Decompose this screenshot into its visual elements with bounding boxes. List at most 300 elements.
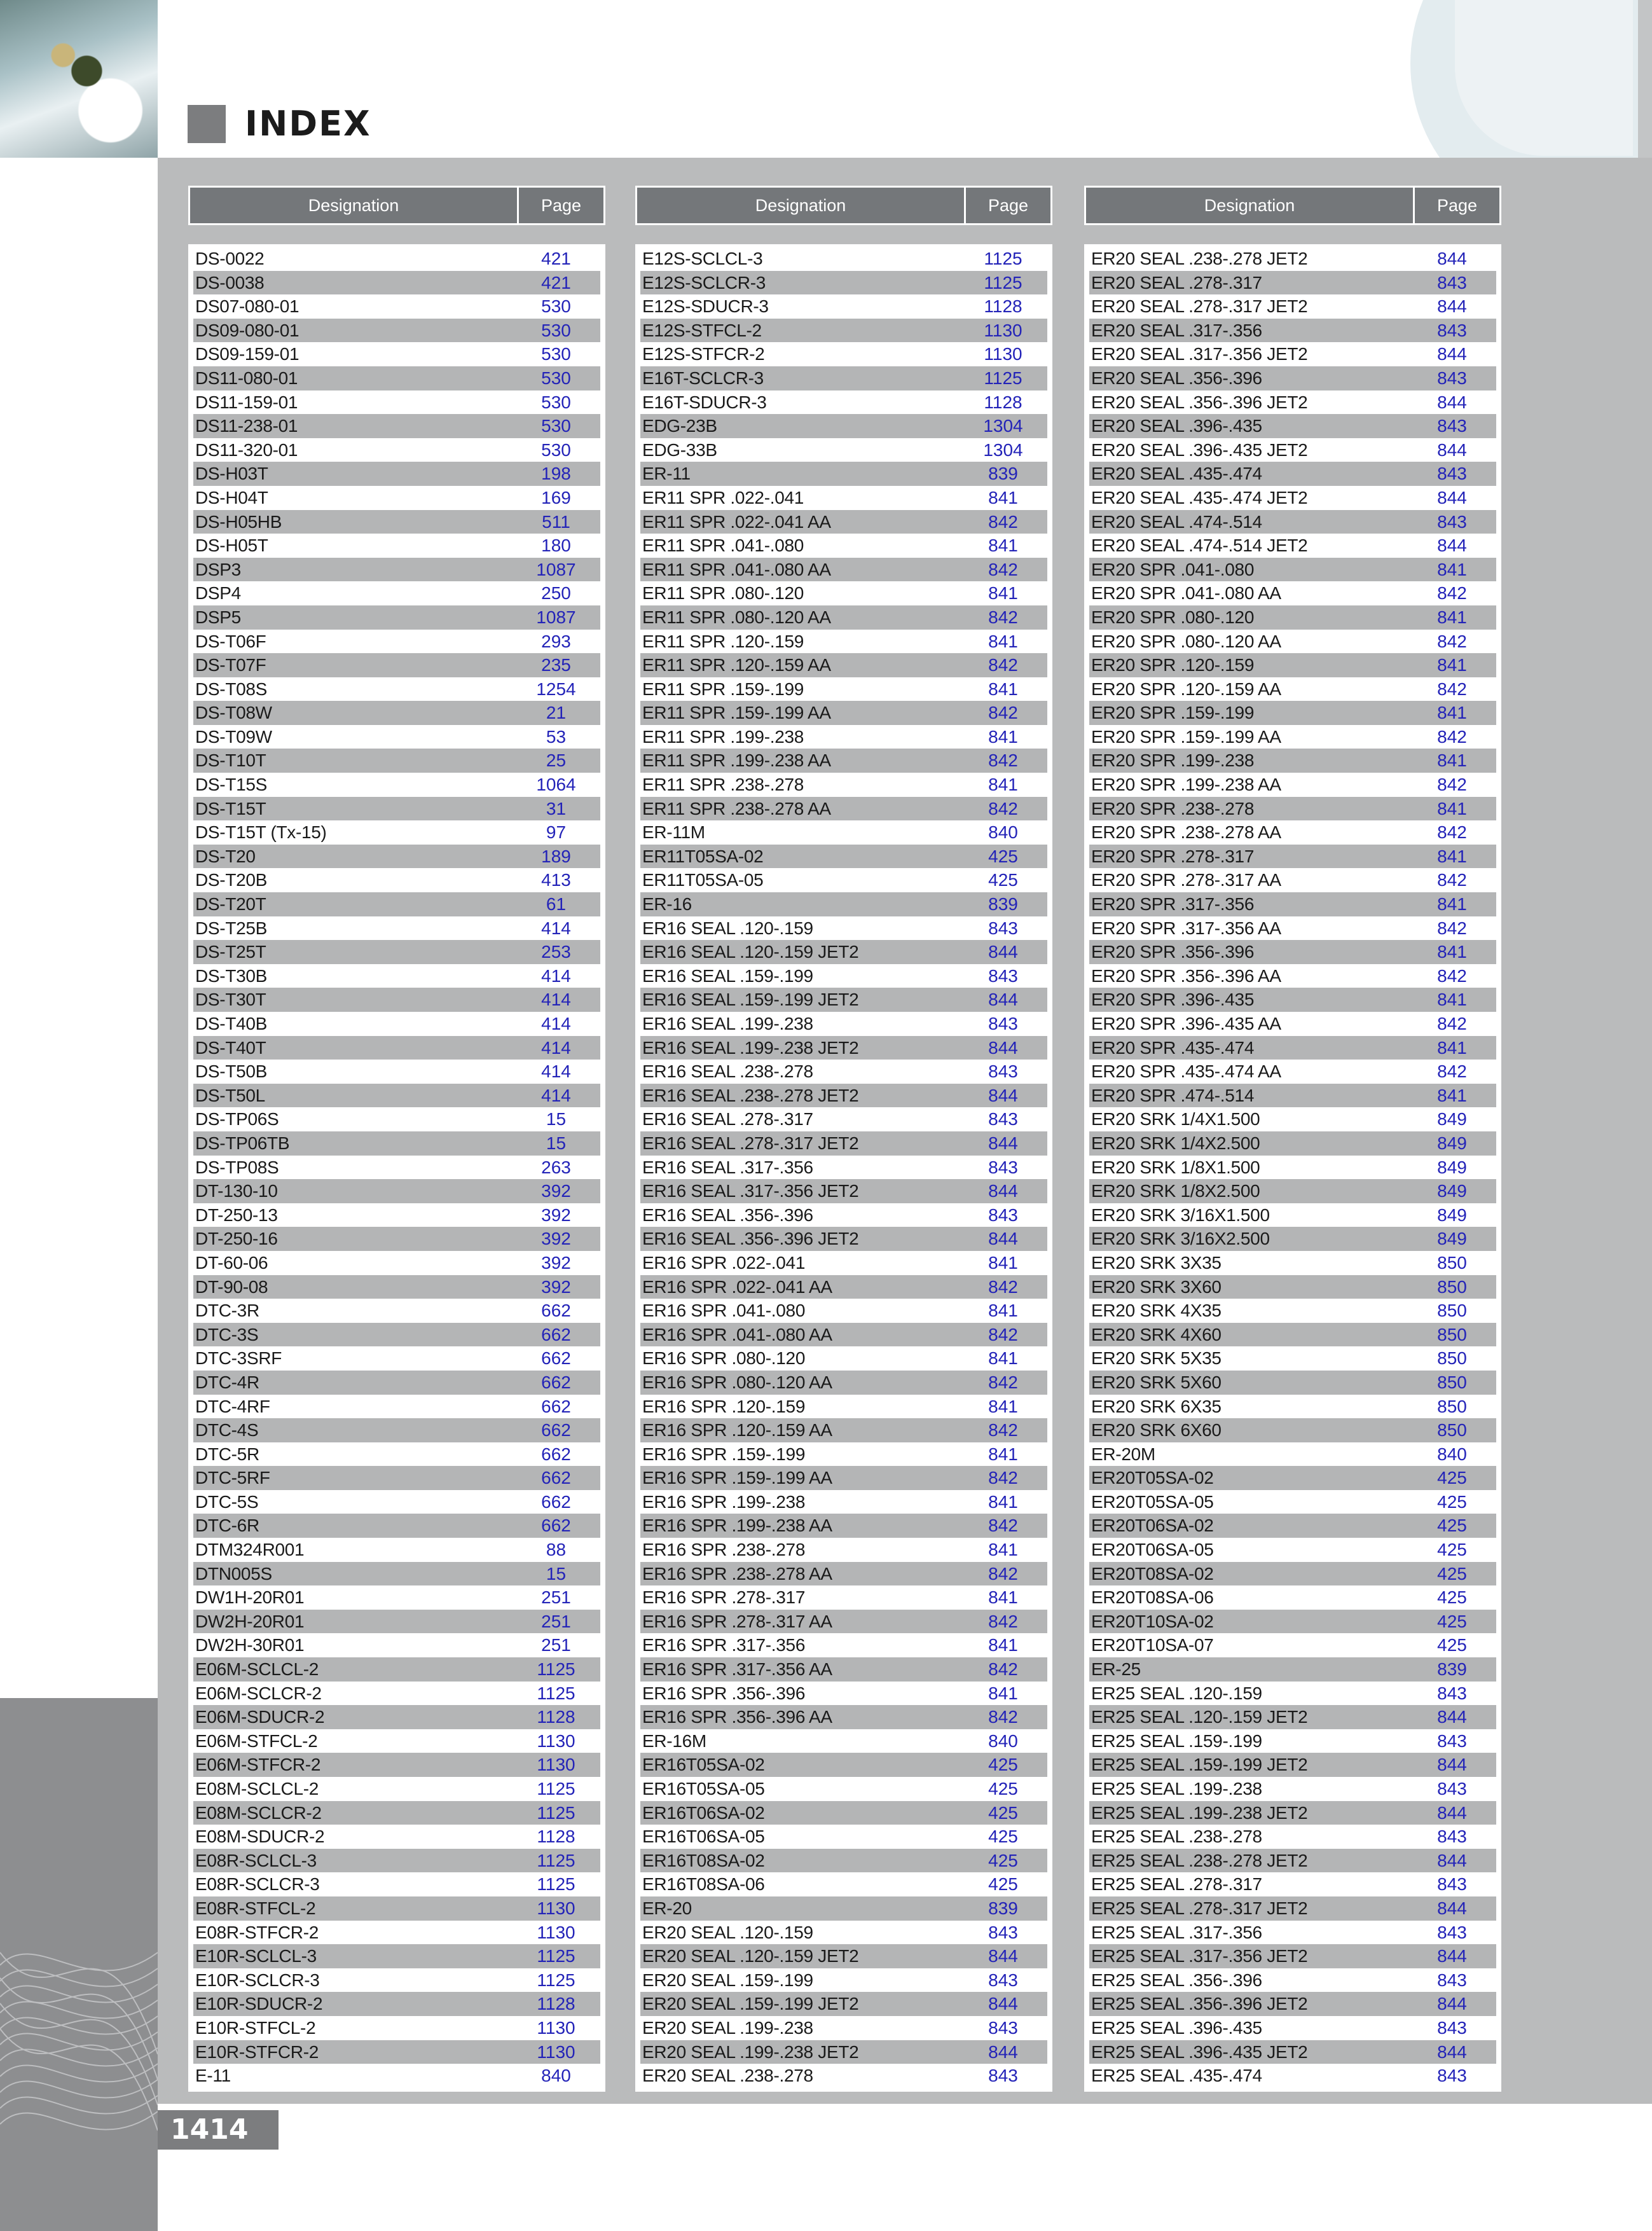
page-link[interactable]: 843 bbox=[988, 1109, 1018, 1129]
page-link[interactable]: 1125 bbox=[537, 1779, 575, 1799]
page-link[interactable]: 425 bbox=[1437, 1540, 1467, 1560]
page-link[interactable]: 839 bbox=[988, 1898, 1018, 1918]
page-link[interactable]: 843 bbox=[1437, 2017, 1467, 2038]
page-link[interactable]: 841 bbox=[988, 1683, 1018, 1703]
page-link[interactable]: 425 bbox=[1437, 1468, 1467, 1488]
page-link[interactable]: 842 bbox=[1437, 1014, 1467, 1033]
page-link[interactable]: 1125 bbox=[537, 1850, 575, 1870]
page-link[interactable]: 31 bbox=[546, 798, 567, 818]
designation-cell: ER20 SEAL .199-.238 bbox=[642, 2017, 813, 2038]
page-link[interactable]: 425 bbox=[1437, 1635, 1467, 1655]
index-row bbox=[1089, 1227, 1496, 1251]
page-link[interactable]: 843 bbox=[988, 1014, 1018, 1033]
page-link[interactable]: 88 bbox=[546, 1540, 567, 1560]
index-row bbox=[193, 1610, 600, 1634]
page-link[interactable]: 841 bbox=[1437, 559, 1467, 579]
designation-cell: ER20 SPR .474-.514 bbox=[1091, 1085, 1255, 1105]
designation-cell: ER20 SEAL .396-.435 JET2 bbox=[1091, 439, 1308, 460]
page-link[interactable]: 414 bbox=[541, 1085, 571, 1105]
page-link[interactable]: 843 bbox=[988, 1922, 1018, 1942]
page-link[interactable]: 1130 bbox=[537, 1755, 575, 1775]
page-link[interactable]: 189 bbox=[541, 846, 571, 866]
page-link[interactable]: 425 bbox=[1437, 1587, 1467, 1608]
page-link[interactable]: 61 bbox=[546, 894, 567, 915]
page-link[interactable]: 841 bbox=[988, 487, 1018, 508]
page-link[interactable]: 425 bbox=[988, 1874, 1018, 1895]
index-row bbox=[1089, 892, 1496, 916]
page-link[interactable]: 842 bbox=[988, 1516, 1018, 1536]
page-link[interactable]: 841 bbox=[988, 1252, 1018, 1273]
page-link[interactable]: 530 bbox=[541, 416, 571, 436]
page-link[interactable]: 842 bbox=[988, 750, 1018, 771]
page-link[interactable]: 414 bbox=[541, 1061, 571, 1082]
page-link[interactable]: 843 bbox=[1437, 1970, 1467, 1990]
page-link[interactable]: 15 bbox=[546, 1563, 567, 1584]
column-header bbox=[188, 186, 605, 225]
page-link[interactable]: 842 bbox=[988, 1276, 1018, 1297]
page-link[interactable]: 198 bbox=[541, 464, 571, 484]
index-row bbox=[1089, 558, 1496, 582]
page-link[interactable]: 421 bbox=[541, 249, 571, 268]
page-link[interactable]: 843 bbox=[1437, 272, 1467, 293]
designation-cell: DS-T15S bbox=[195, 775, 268, 795]
designation-cell: ER25 SEAL .317-.356 JET2 bbox=[1091, 1946, 1308, 1966]
page-link[interactable]: 843 bbox=[1437, 320, 1467, 340]
index-row bbox=[1089, 988, 1496, 1012]
index-row bbox=[1089, 247, 1496, 271]
page-link[interactable]: 843 bbox=[1437, 1683, 1467, 1703]
page-link[interactable]: 841 bbox=[988, 1348, 1018, 1369]
page-link[interactable]: 250 bbox=[541, 583, 571, 604]
page-link[interactable]: 843 bbox=[988, 2017, 1018, 2038]
page-link[interactable]: 842 bbox=[1437, 965, 1467, 986]
index-row bbox=[640, 271, 1047, 295]
page-link[interactable]: 293 bbox=[541, 631, 571, 651]
page-link[interactable]: 844 bbox=[1437, 296, 1467, 317]
page-link[interactable]: 844 bbox=[1437, 1707, 1467, 1727]
index-row bbox=[193, 1585, 600, 1610]
page-link[interactable]: 842 bbox=[1437, 631, 1467, 651]
page-link[interactable]: 842 bbox=[988, 1563, 1018, 1584]
page-link[interactable]: 392 bbox=[541, 1205, 571, 1225]
page-link[interactable]: 1125 bbox=[984, 368, 1022, 388]
page-link[interactable]: 263 bbox=[541, 1157, 571, 1177]
page-link[interactable]: 662 bbox=[541, 1348, 571, 1369]
page-link[interactable]: 1130 bbox=[984, 344, 1022, 364]
page-link[interactable]: 844 bbox=[988, 2041, 1018, 2062]
column-rows bbox=[188, 244, 605, 2092]
page-link[interactable]: 413 bbox=[541, 870, 571, 890]
page-link[interactable]: 844 bbox=[1437, 487, 1467, 508]
page-link[interactable]: 844 bbox=[1437, 249, 1467, 268]
page-link[interactable]: 425 bbox=[1437, 1563, 1467, 1584]
page-link[interactable]: 662 bbox=[541, 1301, 571, 1321]
page-link[interactable]: 425 bbox=[1437, 1611, 1467, 1631]
page-link[interactable]: 840 bbox=[988, 1730, 1018, 1751]
page-link[interactable]: 842 bbox=[1437, 870, 1467, 890]
page-link[interactable]: 839 bbox=[988, 894, 1018, 915]
page-link[interactable]: 1128 bbox=[537, 1707, 575, 1727]
page-link[interactable]: 850 bbox=[1437, 1348, 1467, 1369]
page-link[interactable]: 842 bbox=[988, 703, 1018, 723]
column-header bbox=[1084, 186, 1501, 225]
page-link[interactable]: 842 bbox=[988, 1468, 1018, 1488]
index-row bbox=[193, 2040, 600, 2064]
page-link[interactable]: 844 bbox=[1437, 1898, 1467, 1918]
index-row bbox=[193, 964, 600, 988]
page-link[interactable]: 1304 bbox=[983, 416, 1023, 436]
designation-cell: ER20 SRK 1/4X1.500 bbox=[1091, 1109, 1260, 1129]
page-link[interactable]: 844 bbox=[1437, 1802, 1467, 1823]
page-link[interactable]: 530 bbox=[541, 320, 571, 340]
page-link[interactable]: 1125 bbox=[537, 1802, 575, 1823]
page-link[interactable]: 1125 bbox=[537, 1683, 575, 1703]
page-link[interactable]: 235 bbox=[541, 655, 571, 675]
page-link[interactable]: 844 bbox=[1437, 344, 1467, 364]
page-link[interactable]: 843 bbox=[1437, 368, 1467, 388]
index-row bbox=[1089, 390, 1496, 415]
page-link[interactable]: 530 bbox=[541, 392, 571, 412]
index-row bbox=[1089, 1107, 1496, 1131]
page-link[interactable]: 841 bbox=[1437, 1037, 1467, 1058]
index-row bbox=[193, 1131, 600, 1156]
page-link[interactable]: 850 bbox=[1437, 1420, 1467, 1440]
page-link[interactable]: 841 bbox=[988, 775, 1018, 795]
page-link[interactable]: 843 bbox=[988, 1157, 1018, 1177]
page-link[interactable]: 843 bbox=[1437, 2066, 1467, 2086]
page-link[interactable]: 511 bbox=[542, 511, 570, 532]
page-link[interactable]: 850 bbox=[1437, 1276, 1467, 1297]
page-link[interactable]: 180 bbox=[541, 535, 571, 556]
index-row bbox=[640, 319, 1047, 343]
page-link[interactable]: 841 bbox=[988, 1540, 1018, 1560]
page-link[interactable]: 841 bbox=[988, 1587, 1018, 1608]
page-link[interactable]: 843 bbox=[988, 965, 1018, 986]
page-link[interactable]: 841 bbox=[988, 535, 1018, 556]
designation-cell: ER20 SPR .435-.474 AA bbox=[1091, 1061, 1281, 1082]
page-link[interactable]: 414 bbox=[541, 918, 571, 938]
page-link[interactable]: 530 bbox=[541, 344, 571, 364]
designation-cell: ER11 SPR .022-.041 AA bbox=[642, 511, 831, 532]
page-link[interactable]: 392 bbox=[541, 1252, 571, 1273]
index-row bbox=[193, 271, 600, 295]
page-link[interactable]: 850 bbox=[1437, 1324, 1467, 1344]
page-link[interactable]: 842 bbox=[988, 607, 1018, 627]
page-link[interactable]: 842 bbox=[988, 655, 1018, 675]
page-link[interactable]: 841 bbox=[1437, 655, 1467, 675]
page-link[interactable]: 425 bbox=[988, 1755, 1018, 1775]
page-link[interactable]: 841 bbox=[988, 583, 1018, 604]
page-link[interactable]: 841 bbox=[1437, 703, 1467, 723]
page-link[interactable]: 842 bbox=[1437, 1061, 1467, 1082]
designation-cell: ER20 SRK 3X60 bbox=[1091, 1276, 1222, 1297]
index-row bbox=[193, 1992, 600, 2016]
page-link[interactable]: 662 bbox=[541, 1396, 571, 1416]
page-link[interactable]: 392 bbox=[541, 1229, 571, 1249]
page-link[interactable]: 844 bbox=[1437, 1850, 1467, 1870]
page-link[interactable]: 850 bbox=[1437, 1396, 1467, 1416]
index-row bbox=[193, 1538, 600, 1562]
page-link[interactable]: 844 bbox=[1437, 392, 1467, 412]
page-link[interactable]: 841 bbox=[1437, 1085, 1467, 1105]
index-row bbox=[640, 1944, 1047, 1968]
page-link[interactable]: 841 bbox=[988, 1396, 1018, 1416]
page-link[interactable]: 849 bbox=[1437, 1157, 1467, 1177]
page-link[interactable]: 843 bbox=[988, 1061, 1018, 1082]
page-link[interactable]: 421 bbox=[541, 272, 571, 293]
page-link[interactable]: 844 bbox=[1437, 535, 1467, 556]
index-row bbox=[640, 1346, 1047, 1371]
page-link[interactable]: 841 bbox=[1437, 894, 1467, 915]
page-link[interactable]: 53 bbox=[546, 726, 567, 747]
page-link[interactable]: 841 bbox=[988, 679, 1018, 699]
page-link[interactable]: 1125 bbox=[537, 1874, 575, 1895]
page-link[interactable]: 842 bbox=[1437, 822, 1467, 843]
page-link[interactable]: 849 bbox=[1437, 1229, 1467, 1249]
page-link[interactable]: 840 bbox=[1437, 1444, 1467, 1464]
page-link[interactable]: 843 bbox=[988, 2066, 1018, 2086]
page-link[interactable]: 425 bbox=[988, 1827, 1018, 1847]
designation-cell: ER20 SRK 1/8X2.500 bbox=[1091, 1181, 1260, 1201]
designation-cell: E10R-STFCL-2 bbox=[195, 2017, 316, 2038]
page-link[interactable]: 842 bbox=[1437, 679, 1467, 699]
index-row bbox=[193, 701, 600, 725]
page-link[interactable]: 425 bbox=[988, 1779, 1018, 1799]
page-link[interactable]: 842 bbox=[988, 1420, 1018, 1440]
page-link[interactable]: 839 bbox=[1437, 1659, 1467, 1680]
page-link[interactable]: 425 bbox=[988, 870, 1018, 890]
page-link[interactable]: 842 bbox=[988, 1659, 1018, 1680]
page-link[interactable]: 843 bbox=[1437, 1827, 1467, 1847]
page-link[interactable]: 843 bbox=[988, 918, 1018, 938]
designation-cell: ER11 SPR .120-.159 bbox=[642, 631, 804, 651]
index-row bbox=[640, 2016, 1047, 2040]
page-link[interactable]: 1130 bbox=[537, 2041, 575, 2062]
page-link[interactable]: 414 bbox=[541, 1014, 571, 1033]
page-link[interactable]: 662 bbox=[541, 1324, 571, 1344]
page-link[interactable]: 1128 bbox=[537, 1994, 575, 2014]
page-link[interactable]: 841 bbox=[1437, 750, 1467, 771]
designation-cell: E06M-SCLCL-2 bbox=[195, 1659, 319, 1680]
page-link[interactable]: 1125 bbox=[984, 272, 1022, 293]
page-link[interactable]: 251 bbox=[541, 1611, 571, 1631]
page-link[interactable]: 530 bbox=[541, 296, 571, 317]
page-link[interactable]: 840 bbox=[541, 2066, 571, 2086]
index-row bbox=[193, 1371, 600, 1395]
page-link[interactable]: 844 bbox=[1437, 1994, 1467, 2014]
page-link[interactable]: 15 bbox=[546, 1109, 567, 1129]
page-link[interactable]: 849 bbox=[1437, 1181, 1467, 1201]
index-row bbox=[193, 1395, 600, 1419]
index-row bbox=[640, 390, 1047, 415]
page-link[interactable]: 1125 bbox=[537, 1659, 575, 1680]
page-link[interactable]: 844 bbox=[988, 1229, 1018, 1249]
page-link[interactable]: 169 bbox=[541, 487, 571, 508]
page-link[interactable]: 251 bbox=[541, 1635, 571, 1655]
page-link[interactable]: 1130 bbox=[537, 2017, 575, 2038]
designation-cell: DS-0022 bbox=[195, 249, 265, 268]
page-link[interactable]: 97 bbox=[546, 822, 567, 843]
page-link[interactable]: 21 bbox=[546, 703, 567, 723]
designation-cell: ER16 SPR .120-.159 bbox=[642, 1396, 806, 1416]
page-link[interactable]: 1128 bbox=[537, 1827, 575, 1847]
page-link[interactable]: 1130 bbox=[537, 1922, 575, 1942]
index-row bbox=[640, 749, 1047, 773]
page-link[interactable]: 842 bbox=[988, 559, 1018, 579]
page-link[interactable]: 844 bbox=[988, 1181, 1018, 1201]
page-link[interactable]: 842 bbox=[1437, 583, 1467, 604]
page-link[interactable]: 842 bbox=[988, 511, 1018, 532]
page-link[interactable]: 530 bbox=[541, 368, 571, 388]
page-link[interactable]: 1125 bbox=[984, 249, 1022, 268]
page-link[interactable]: 841 bbox=[1437, 990, 1467, 1010]
page-link[interactable]: 662 bbox=[541, 1444, 571, 1464]
page-link[interactable]: 1087 bbox=[536, 559, 576, 579]
page-link[interactable]: 1128 bbox=[984, 392, 1022, 412]
index-row bbox=[1089, 1992, 1496, 2016]
page-link[interactable]: 1130 bbox=[537, 1730, 575, 1751]
page-link[interactable]: 425 bbox=[988, 846, 1018, 866]
index-row bbox=[1089, 1801, 1496, 1825]
designation-cell: DTM324R001 bbox=[195, 1540, 305, 1560]
page-link[interactable]: 844 bbox=[988, 1994, 1018, 2014]
index-row bbox=[640, 1825, 1047, 1849]
page-link[interactable]: 425 bbox=[988, 1850, 1018, 1870]
page-link[interactable]: 844 bbox=[988, 1133, 1018, 1153]
page-link[interactable]: 841 bbox=[1437, 607, 1467, 627]
index-row bbox=[1089, 486, 1496, 510]
page-link[interactable]: 841 bbox=[988, 1635, 1018, 1655]
index-row bbox=[1089, 605, 1496, 630]
page-link[interactable]: 662 bbox=[541, 1372, 571, 1392]
designation-cell: ER20 SRK 6X35 bbox=[1091, 1396, 1222, 1416]
page-link[interactable]: 253 bbox=[541, 942, 571, 962]
page-link[interactable]: 1064 bbox=[536, 775, 576, 795]
page-link[interactable]: 842 bbox=[988, 1372, 1018, 1392]
page-link[interactable]: 1087 bbox=[536, 607, 576, 627]
index-row bbox=[1089, 1418, 1496, 1442]
page-link[interactable]: 842 bbox=[1437, 918, 1467, 938]
page-link[interactable]: 414 bbox=[541, 1037, 571, 1058]
page-link[interactable]: 842 bbox=[988, 1611, 1018, 1631]
page-link[interactable]: 843 bbox=[1437, 464, 1467, 484]
page-link[interactable]: 844 bbox=[1437, 2041, 1467, 2062]
page-link[interactable]: 392 bbox=[541, 1181, 571, 1201]
page-link[interactable]: 1128 bbox=[984, 296, 1022, 317]
page-link[interactable]: 844 bbox=[1437, 439, 1467, 460]
designation-cell: ER11 SPR .041-.080 AA bbox=[642, 559, 831, 579]
page-link[interactable]: 841 bbox=[988, 1301, 1018, 1321]
designation-cell: ER20 SRK 5X60 bbox=[1091, 1372, 1222, 1392]
page-link[interactable]: 662 bbox=[541, 1516, 571, 1536]
page-link[interactable]: 849 bbox=[1437, 1133, 1467, 1153]
index-row bbox=[193, 1921, 600, 1945]
page-link[interactable]: 1304 bbox=[983, 439, 1023, 460]
page-link[interactable]: 414 bbox=[541, 965, 571, 986]
page-link[interactable]: 843 bbox=[988, 1970, 1018, 1990]
page-link[interactable]: 850 bbox=[1437, 1252, 1467, 1273]
page-link[interactable]: 1130 bbox=[984, 320, 1022, 340]
page-link[interactable]: 843 bbox=[988, 1205, 1018, 1225]
index-row bbox=[1089, 1705, 1496, 1729]
page-link[interactable]: 425 bbox=[988, 1802, 1018, 1823]
designation-cell: ER20 SRK 3/16X1.500 bbox=[1091, 1205, 1270, 1225]
page-link[interactable]: 1130 bbox=[537, 1898, 575, 1918]
page-link[interactable]: 844 bbox=[988, 990, 1018, 1010]
designation-cell: DS-H05T bbox=[195, 535, 268, 556]
page-link[interactable]: 662 bbox=[541, 1468, 571, 1488]
page-link[interactable]: 843 bbox=[1437, 1874, 1467, 1895]
page-link[interactable]: 844 bbox=[1437, 1755, 1467, 1775]
page-link[interactable]: 839 bbox=[988, 464, 1018, 484]
designation-cell: ER16 SEAL .238-.278 JET2 bbox=[642, 1085, 859, 1105]
index-row bbox=[193, 510, 600, 534]
index-row bbox=[640, 1490, 1047, 1514]
page-link[interactable]: 840 bbox=[988, 822, 1018, 843]
page-link[interactable]: 841 bbox=[1437, 798, 1467, 818]
index-row bbox=[193, 1442, 600, 1467]
page-link[interactable]: 662 bbox=[541, 1420, 571, 1440]
page-link[interactable]: 1254 bbox=[536, 679, 576, 699]
index-row bbox=[1089, 1729, 1496, 1753]
page-link[interactable]: 843 bbox=[1437, 1922, 1467, 1942]
page-link[interactable]: 844 bbox=[1437, 1946, 1467, 1966]
page-link[interactable]: 850 bbox=[1437, 1301, 1467, 1321]
page-link[interactable]: 844 bbox=[988, 1946, 1018, 1966]
page-link[interactable]: 842 bbox=[988, 798, 1018, 818]
designation-cell: DS-H03T bbox=[195, 464, 268, 484]
page-link[interactable]: 425 bbox=[1437, 1491, 1467, 1512]
page-link[interactable]: 841 bbox=[1437, 942, 1467, 962]
page-link[interactable]: 530 bbox=[541, 439, 571, 460]
page-link[interactable]: 841 bbox=[988, 631, 1018, 651]
page-link[interactable]: 15 bbox=[546, 1133, 567, 1153]
page-link[interactable]: 842 bbox=[1437, 775, 1467, 795]
page-link[interactable]: 662 bbox=[541, 1491, 571, 1512]
page-link[interactable]: 414 bbox=[541, 990, 571, 1010]
page-link[interactable]: 843 bbox=[1437, 1779, 1467, 1799]
page-link[interactable]: 843 bbox=[1437, 416, 1467, 436]
page-link[interactable]: 841 bbox=[988, 1491, 1018, 1512]
page-link[interactable]: 844 bbox=[988, 1037, 1018, 1058]
page-link[interactable]: 841 bbox=[988, 726, 1018, 747]
index-row bbox=[1089, 1275, 1496, 1299]
page-link[interactable]: 841 bbox=[1437, 846, 1467, 866]
page-link[interactable]: 425 bbox=[1437, 1516, 1467, 1536]
index-row bbox=[640, 438, 1047, 462]
page-link[interactable]: 849 bbox=[1437, 1205, 1467, 1225]
page-link[interactable]: 25 bbox=[546, 750, 567, 771]
page-link[interactable]: 1125 bbox=[537, 1970, 575, 1990]
page-link[interactable]: 850 bbox=[1437, 1372, 1467, 1392]
index-row bbox=[1089, 653, 1496, 677]
page-link[interactable]: 392 bbox=[541, 1276, 571, 1297]
designation-cell: ER16 SPR .159-.199 bbox=[642, 1444, 806, 1464]
page-link[interactable]: 1125 bbox=[537, 1946, 575, 1966]
page-link[interactable]: 844 bbox=[988, 1085, 1018, 1105]
index-row bbox=[640, 1992, 1047, 2016]
page-link[interactable]: 844 bbox=[988, 942, 1018, 962]
page-link[interactable]: 843 bbox=[1437, 511, 1467, 532]
page-link[interactable]: 842 bbox=[988, 1324, 1018, 1344]
page-link[interactable]: 251 bbox=[541, 1587, 571, 1608]
page-link[interactable]: 842 bbox=[1437, 726, 1467, 747]
designation-header: Designation bbox=[637, 188, 966, 223]
page-link[interactable]: 843 bbox=[1437, 1730, 1467, 1751]
page-link[interactable]: 849 bbox=[1437, 1109, 1467, 1129]
page-link[interactable]: 842 bbox=[988, 1707, 1018, 1727]
page-link[interactable]: 841 bbox=[988, 1444, 1018, 1464]
